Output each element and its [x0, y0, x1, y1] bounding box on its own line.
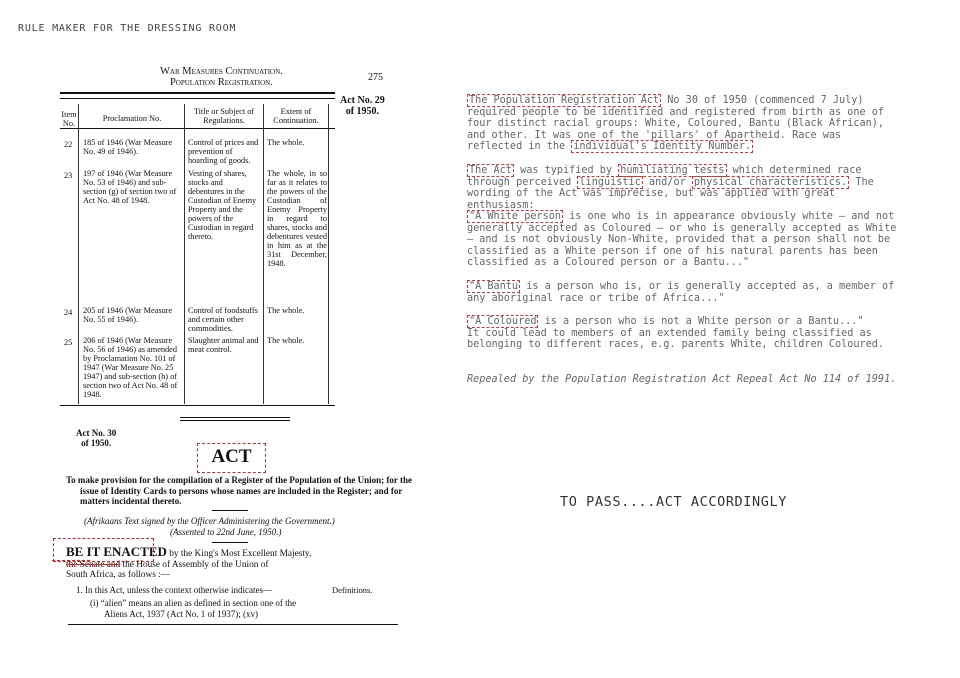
commentary-coloured-definition: "A Coloured is a person who is not a White person or a Bantu..." It could lead to members of an extended family being classified as belonging to different races, e.g. parents White, children Coloured. — [467, 316, 885, 351]
table-row-extent: The whole. — [267, 306, 305, 315]
alien-definition-1: (i) “alien” means an alien as defined in section one of the — [90, 598, 297, 608]
table-top-rule — [60, 98, 335, 99]
table-row-title: Control of foodstuffs and certain other commodities. — [188, 306, 258, 333]
repeal-note: Repealed by the Population Registration Act Repeal Act No 114 of 1991. — [467, 374, 897, 385]
table-row-title: Slaughter animal and meat control. — [188, 336, 259, 354]
table-row-extent: The whole, in so far as it relates to the powers of the Custodian of Enemy Property in regard to shares, stocks and debentures vested in him as at the 31st December, 1948. — [267, 169, 327, 268]
separator-rule — [180, 417, 290, 418]
short-rule — [212, 542, 248, 543]
afrikaans-note: (Afrikaans Text signed by the Officer Administering the Government.) — [84, 516, 335, 526]
table-col-divider — [328, 104, 329, 404]
alien-definition-2: Aliens Act, 1937 (Act No. 1 of 1937); (xv) — [104, 609, 258, 619]
table-header-title: Title or Subject of Regulations. — [193, 107, 255, 125]
table-row-proclamation: 205 of 1946 (War Measure No. 55 of 1946). — [83, 306, 173, 324]
table-row-proclamation: 206 of 1946 (War Measure No. 56 of 1946) as amended by Proclamation No. 101 of 1947 (War Measure No. 25 1947) and sub-section (h) of section two of Act No. 48 of 1948. — [83, 336, 178, 399]
table-row-proclamation: 197 of 1946 (War Measure No. 53 of 1946) and sub-section (g) of section two of Act No. 48 of 1948. — [83, 169, 177, 205]
table-col-divider — [78, 104, 79, 404]
page-number: 275 — [368, 72, 383, 83]
struck-senate: the Senate and — [66, 559, 121, 570]
strike-highlight — [52, 560, 90, 561]
table-row-item: 23 — [64, 171, 73, 180]
act-title: ACT — [211, 446, 252, 467]
commentary-paragraph-2: The Act was typified by humiliating tests which determined race through perceived linguistic and/or physical characteristics. The wording of the Act was imprecise, but was applied with great enthusiasm: — [467, 165, 874, 211]
page-header: RULE MAKER FOR THE DRESSING ROOM — [18, 23, 237, 34]
short-rule — [212, 510, 248, 511]
conclusion-statement: TO PASS....ACT ACCORDINGLY — [560, 494, 787, 510]
definitions-margin-note: Definitions. — [332, 585, 373, 595]
table-col-divider — [184, 104, 185, 404]
table-row-title: Vesting of shares, stocks and debentures in the Custodian of Enemy Property and the powers of the Custodian in regard thereto. — [188, 169, 257, 241]
commentary-bantu-definition: "A Bantu is a person who is, or is generally accepted as, a member of any aboriginal race or tribe of Africa..." — [467, 281, 895, 304]
assent-date: (Assented to 22nd June, 1950.) — [170, 527, 282, 537]
enacting-clause: BE IT ENACTED by the King's Most Excellent Majesty, the Senate and the House of Assembly of the Union of South Africa, as follows :— — [66, 544, 312, 580]
table-col-divider — [263, 104, 264, 404]
table-bottom-rule — [60, 405, 335, 406]
table-row-item: 25 — [64, 338, 73, 347]
long-title: To make provision for the compilation of a Register of the Population of the Union; for the issue of Identity Cards to persons whose names are included in the Register; and for matters incidental thereto. — [66, 475, 412, 506]
table-row-item: 24 — [64, 308, 73, 317]
scanned-act-page — [60, 62, 412, 632]
bottom-rule — [68, 624, 398, 625]
table-row-item: 22 — [64, 140, 73, 149]
section-one: 1. In this Act, unless the context otherwise indicates— — [76, 585, 272, 595]
table-row-extent: The whole. — [267, 138, 305, 147]
commentary-paragraph-1: The Population Registration Act No 30 of 1950 (commenced 7 July) required people to be identified and registered from birth as one of four distinct racial groups: White, Coloured, Bantu (Black African), and other. It was one of the 'pillars' of Apartheid. Race was reflected in the individual's Identity Number. — [467, 95, 885, 153]
table-row-extent: The whole. — [267, 336, 305, 345]
act-number-heading: Act No. 29 of 1950. — [340, 95, 385, 117]
table-row-proclamation: 185 of 1946 (War Measure No. 49 of 1946). — [83, 138, 173, 156]
table-header-extent: Extent of Continuation. — [273, 107, 319, 125]
table-header-item: Item No. — [61, 110, 77, 128]
separator-rule — [180, 420, 290, 421]
table-row-title: Control of prices and prevention of hoarding of goods. — [188, 138, 259, 165]
commentary-white-definition: "A White person is one who is in appearance obviously white – and not generally accepted as Coloured – or who is generally accepted as White – and is not obviously Non-White, provided that a person shall not be classified as a White person if one of his natural parents has been classified as a Coloured person or a Bantu..." — [467, 211, 897, 269]
act-number: Act No. 30 of 1950. — [76, 428, 117, 448]
page-running-title: War Measures Continuation. Population Registration. — [160, 66, 283, 88]
table-header-proclamation: Proclamation No. — [102, 114, 162, 123]
table-header-rule — [60, 128, 335, 129]
header-rule — [60, 92, 335, 94]
